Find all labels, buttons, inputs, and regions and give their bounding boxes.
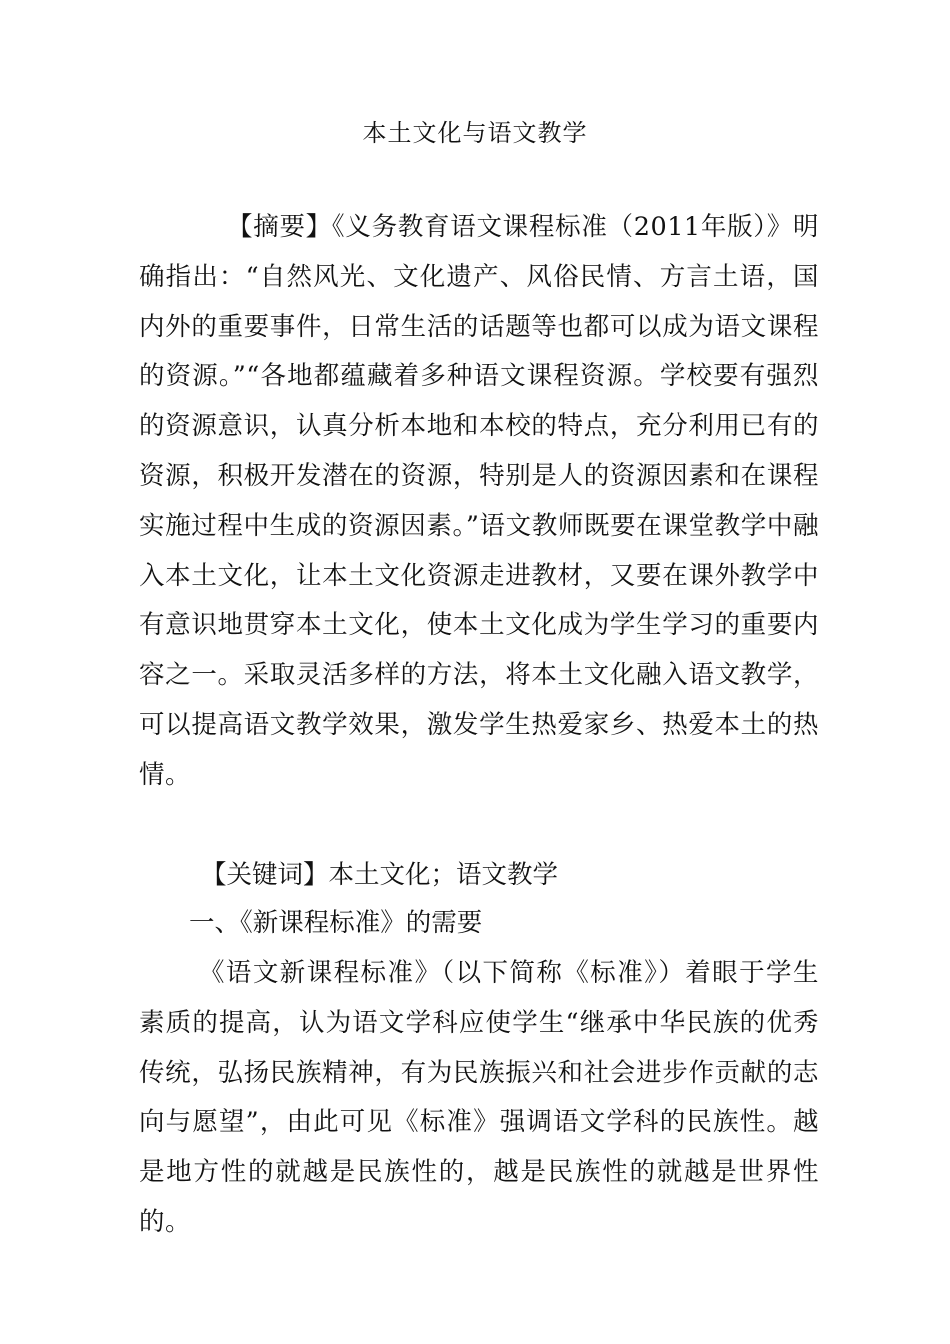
abstract-paragraph: 【摘要】《义务教育语文课程标准（2011年版）》明确指出：“自然风光、文化遗产、风俗民情、方言土语，国内外的重要事件，日常生活的话题等也都可以成为语文课程的资源。”“各地都蕴藏着多种语文课程资源。学校要有强烈的资源意识，认真分析本地和本校的特点，充分利用已有的资源，积极开发潜在的资源，特别是人的资源因素和在课程实施过程中生成的资源因素。”语文教师既要在课堂教学中融入本土文化，让本土文化资源走进教材，又要在课外教学中有意识地贯穿本土文化，使本土文化成为学生学习的重要内容之一。采取灵活多样的方法，将本土文化融入语文教学，可以提高语文教学效果，激发学生热爱家乡、热爱本土的热情。 [139, 212, 819, 790]
keywords-line: 【关键词】本土文化；语文教学 [201, 860, 559, 890]
document-title: 本土文化与语文教学 [362, 119, 588, 147]
section-heading: 一、《新课程标准》的需要 [189, 908, 483, 938]
body-paragraph: 《语文新课程标准》（以下简称《标准》）着眼于学生素质的提高，认为语文学科应使学生“继承中华民族的优秀传统，弘扬民族精神，有为民族振兴和社会进步作贡献的志向与愿望”，由此可见《标准》强调语文学科的民族性。越是地方性的就越是民族性的，越是民族性的就越是世界性的。 [139, 958, 819, 1237]
